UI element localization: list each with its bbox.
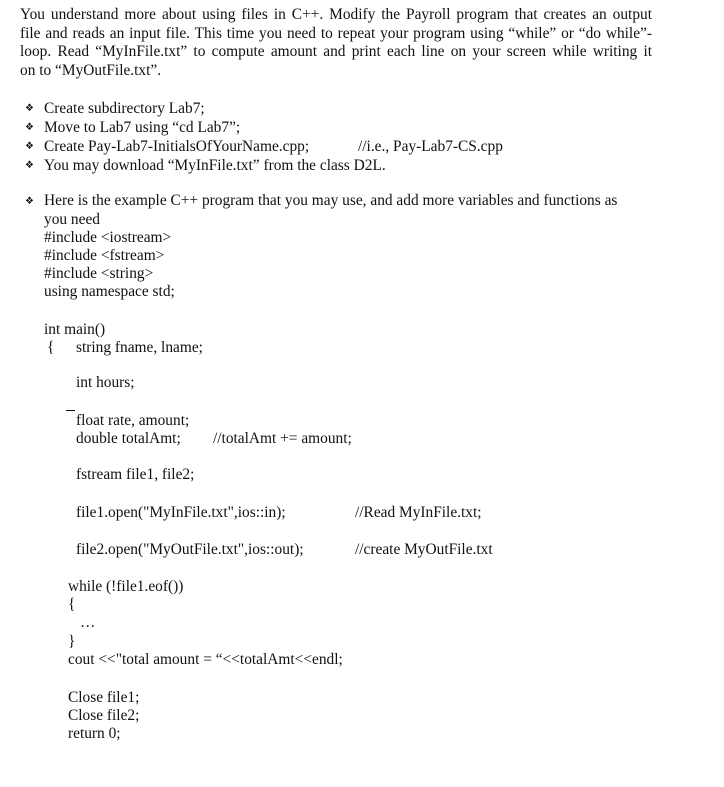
step-item: Create Pay-Lab7-InitialsOfYourName.cpp; bbox=[44, 138, 310, 155]
underscore-mark bbox=[66, 410, 75, 411]
code-while: while (!file1.eof()) bbox=[68, 578, 184, 595]
bullet-diamond-icon: ❖ bbox=[25, 103, 34, 114]
intro-line: loop. Read “MyInFile.txt” to compute amount and print each line on your screen while writing it bbox=[20, 43, 652, 61]
example-intro bbox=[44, 192, 641, 229]
step-item: You may download “MyInFile.txt” from the class D2L. bbox=[44, 157, 386, 174]
code-comment: //totalAmt += amount; bbox=[213, 430, 352, 447]
step-item: Move to Lab7 using “cd Lab7”; bbox=[44, 119, 241, 136]
example-intro-line: Here is the example C++ program that you may use, and add more variables and functions as bbox=[44, 192, 618, 209]
code-include: #include <fstream> bbox=[44, 247, 165, 264]
intro-line: on to “MyOutFile.txt”. bbox=[20, 62, 162, 80]
code-namespace: using namespace std; bbox=[44, 283, 175, 300]
code-comment: //create MyOutFile.txt bbox=[355, 541, 493, 558]
code-decl-total: double totalAmt; bbox=[76, 430, 181, 447]
bullet-diamond-icon: ❖ bbox=[25, 160, 34, 171]
code-ellipsis: … bbox=[80, 614, 96, 631]
code-decl-hours: int hours; bbox=[76, 374, 135, 391]
code-main-signature: int main() bbox=[44, 321, 106, 338]
code-decl-rate: float rate, amount; bbox=[76, 412, 190, 429]
code-close-file1: Close file1; bbox=[68, 689, 140, 706]
step-item: Create subdirectory Lab7; bbox=[44, 100, 205, 117]
code-close-file2: Close file2; bbox=[68, 707, 140, 724]
code-open-out: file2.open("MyOutFile.txt",ios::out); bbox=[76, 541, 304, 558]
code-decl-fstream: fstream file1, file2; bbox=[76, 466, 195, 483]
example-intro-line: you need bbox=[44, 210, 100, 228]
bullet-diamond-icon: ❖ bbox=[25, 122, 34, 133]
intro-line: You understand more about using files in C++. Modify the Payroll program that creates an output bbox=[20, 6, 652, 23]
code-while-open: { bbox=[68, 596, 76, 613]
code-return: return 0; bbox=[68, 725, 121, 742]
code-comment: //Read MyInFile.txt; bbox=[355, 504, 482, 521]
bullet-diamond-icon: ❖ bbox=[25, 196, 34, 207]
code-cout: cout <<"total amount = “<<totalAmt<<endl; bbox=[68, 651, 343, 668]
code-include: #include <iostream> bbox=[44, 229, 172, 246]
code-open-brace: { bbox=[47, 339, 55, 356]
code-decl-names: string fname, lname; bbox=[76, 339, 203, 356]
intro-line: file and reads an input file. This time you need to repeat your program using “while” or “do while”- bbox=[20, 24, 652, 42]
code-open-in: file1.open("MyInFile.txt",ios::in); bbox=[76, 504, 286, 521]
bullet-diamond-icon: ❖ bbox=[25, 141, 34, 152]
code-include: #include <string> bbox=[44, 265, 154, 282]
intro-paragraph bbox=[20, 6, 652, 81]
code-while-close: } bbox=[68, 633, 76, 650]
step-note: //i.e., Pay-Lab7-CS.cpp bbox=[358, 138, 503, 155]
